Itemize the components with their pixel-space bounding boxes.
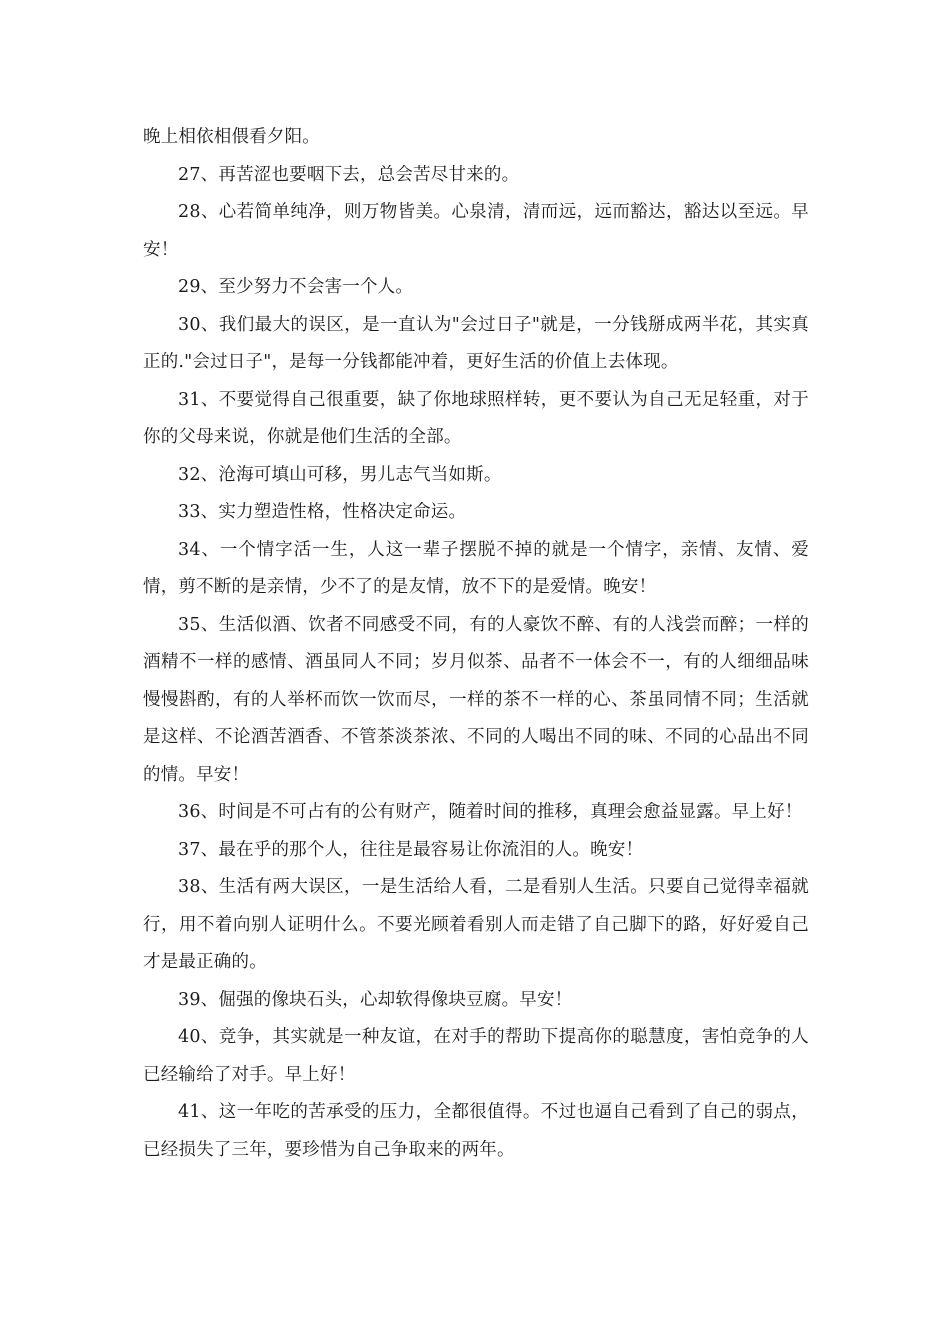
paragraph-35: 35、生活似酒、饮者不同感受不同，有的人豪饮不醉、有的人浅尝而醉；一样的酒精不一样的感情、酒虽同人不同；岁月似茶、品者不一体会不一，有的人细细品味慢慢斟酌，有的人举杯而饮一饮而尽，一样的茶不一样的心、茶虽同情不同；生活就是这样、不论酒苦酒香、不管茶淡茶浓、不同的人喝出不同的味、不同的心品出不同的情。早安！ <box>143 614 809 785</box>
paragraph-36: 36、时间是不可占有的公有财产，随着时间的推移，真理会愈益显露。早上好！ <box>178 802 803 822</box>
paragraph-31: 31、不要觉得自己很重要，缺了你地球照样转，更不要认为自己无足轻重，对于你的父母来说，你就是他们生活的全部。 <box>143 389 809 447</box>
paragraph-33: 33、实力塑造性格，性格决定命运。 <box>178 502 467 522</box>
paragraph-30: 30、我们最大的误区，是一直认为"会过日子"就是，一分钱掰成两半花，其实真正的."会过日子"，是每一分钱都能冲着，更好生活的价值上去体现。 <box>143 314 809 372</box>
paragraph-38: 38、生活有两大误区，一是生活给人看，二是看别人生活。只要自己觉得幸福就行，用不着向别人证明什么。不要光顾着看别人而走错了自己脚下的路，好好爱自己才是最正确的。 <box>143 877 809 972</box>
paragraph-continuation: 晚上相依相偎看夕阳。 <box>143 127 320 147</box>
paragraph-29: 29、至少努力不会害一个人。 <box>178 277 414 297</box>
paragraph-32: 32、沧海可填山可移，男儿志气当如斯。 <box>178 464 502 485</box>
paragraph-41: 41、这一年吃的苦承受的压力，全都很值得。不过也逼自己看到了自己的弱点，已经损失了三年，要珍惜为自己争取来的两年。 <box>143 1102 809 1160</box>
paragraph-37: 37、最在乎的那个人，往往是最容易让你流泪的人。晚安！ <box>178 839 644 860</box>
paragraph-27: 27、再苦涩也要咽下去，总会苦尽甘来的。 <box>178 164 520 185</box>
document-body <box>143 119 809 1169</box>
paragraph-40: 40、竞争，其实就是一种友谊，在对手的帮助下提高你的聪慧度，害怕竞争的人已经输给了对手。早上好！ <box>143 1027 809 1085</box>
paragraph-39: 39、倔强的像块石头，心却软得像块豆腐。早安！ <box>178 989 573 1010</box>
paragraph-28: 28、心若简单纯净，则万物皆美。心泉清，清而远，远而豁达，豁达以至远。早安！ <box>143 202 809 260</box>
paragraph-34: 34、一个情字活一生，人这一辈子摆脱不掉的就是一个情字，亲情、友情、爱情，剪不断的是亲情，少不了的是友情，放不下的是爱情。晚安！ <box>143 539 809 597</box>
